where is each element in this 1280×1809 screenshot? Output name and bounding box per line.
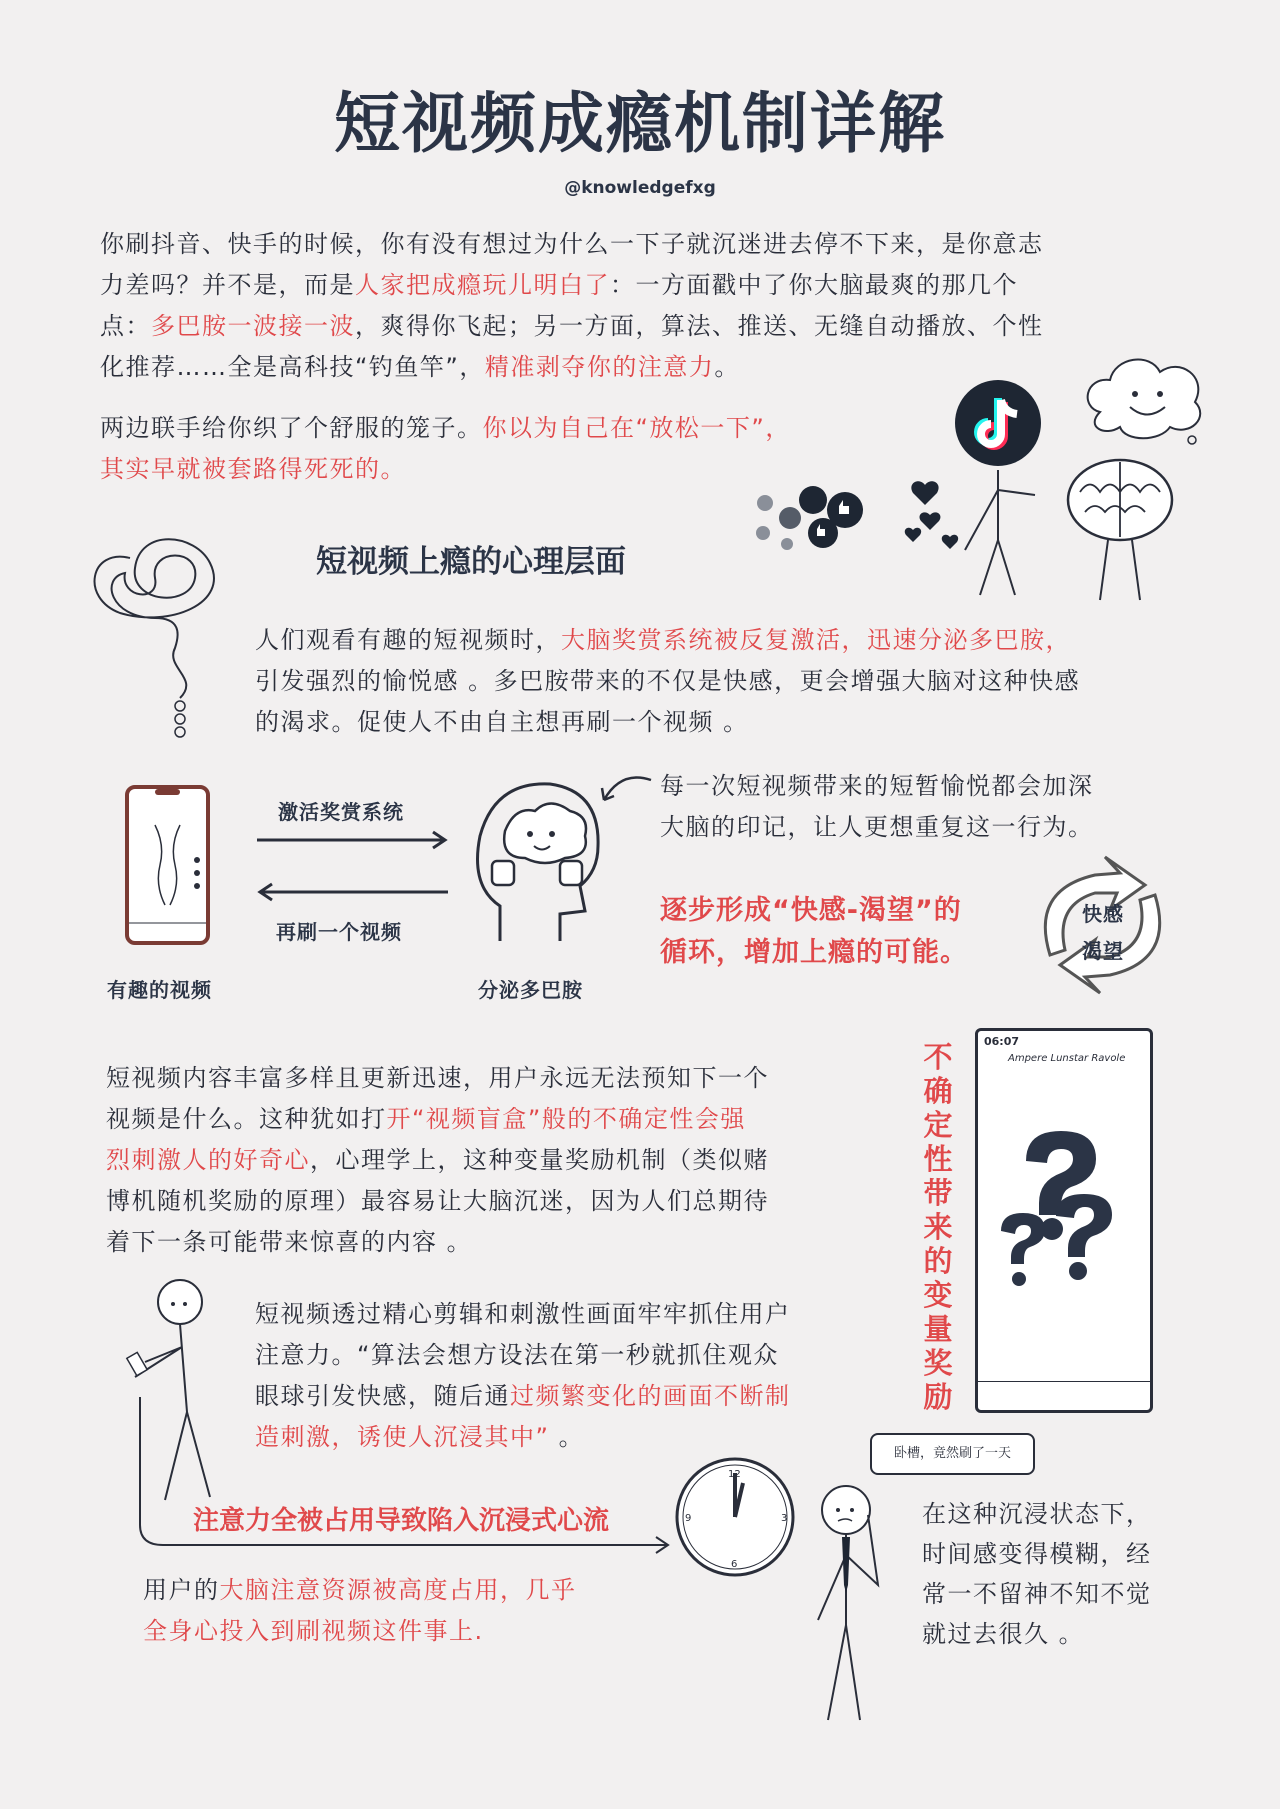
stickman-thinking-icon	[808, 1475, 898, 1725]
vertical-caption: 不确定性带来的变量奖励	[923, 1040, 953, 1414]
page-title: 短视频成瘾机制详解	[334, 85, 946, 162]
intro-line-1: 你刷抖音、快手的时候，你有没有想过为什么一下子就沉迷进去停不下来，是你意志	[100, 230, 1044, 258]
cloud-face-icon	[1080, 352, 1210, 452]
intro-line-2: 力差吗？并不是，而是人家把成瘾玩儿明白了：一方面戳中了你大脑最爽的那几个	[100, 271, 1018, 299]
section1-heading: 短视频上瘾的心理层面	[316, 544, 626, 580]
intro-line-4: 化推荐……全是高科技“钓鱼竿”，精准剥夺你的注意力。	[100, 353, 740, 381]
phone-label: 有趣的视频	[107, 978, 212, 1002]
svg-text:3: 3	[781, 1513, 788, 1524]
svg-text:6: 6	[731, 1559, 738, 1570]
phone-header: Ampere Lunstar Ravole	[1008, 1053, 1126, 1064]
section1-paragraph: 人们观看有趣的短视频时，大脑奖赏系统被反复激活，迅速分泌多巴胺， 引发强烈的愉悦感 。多巴胺带来的不仅是快感，更会增强大脑对这种快感 的渴求。促使人不由自主想再刷一个视频 。	[255, 626, 1081, 736]
arrow-right-icon	[255, 830, 450, 850]
like-bubbles-icon	[745, 478, 875, 558]
phone-icon	[125, 785, 210, 945]
section2-paragraph: 短视频内容丰富多样且更新迅速，用户永远无法预知下一个 视频是什么。这种犹如打开“视频盲盒”般的不确定性会强 烈刺激人的好奇心，心理学上，这种变量奖励机制（类似赌 博机随机奖励的原理）最容易让大脑沉迷，因为人们总期待 着下一条可能带来惊喜的内容 。	[106, 1064, 769, 1256]
svg-text:12: 12	[728, 1469, 741, 1480]
svg-text:9: 9	[685, 1513, 692, 1524]
hearts-icon	[905, 475, 965, 555]
brain-icon	[1060, 452, 1180, 602]
arrow-top-label: 激活奖赏系统	[278, 800, 404, 824]
clock-icon	[673, 1455, 798, 1580]
cage-paragraph: 两边联手给你织了个舒服的笼子。你以为自己在“放松一下”， 其实早就被套路得死死的。	[100, 414, 791, 483]
speech-bubble: 卧槽，竟然刷了一天	[870, 1433, 1035, 1475]
intro-paragraph	[100, 224, 1200, 388]
cycle-bottom-label: 渴望	[1082, 939, 1124, 963]
intro-line-3: 点：多巴胺一波接一波，爽得你飞起；另一方面，算法、推送、无缝自动播放、个性	[100, 312, 1044, 340]
cycle-top-label: 快感	[1082, 902, 1124, 926]
flow-heading: 注意力全被占用导致陷入沉浸式心流	[193, 1506, 610, 1536]
loop-text: 逐步形成“快感-渴望”的 循环，增加上瘾的可能。	[660, 895, 968, 968]
head-brain-icon	[470, 776, 610, 946]
diagram-note: 每一次短视频带来的短暂愉悦都会加深 大脑的印记，让人更想重复这一行为。	[660, 772, 1094, 841]
curved-arrow-icon	[596, 770, 656, 810]
scribble-icon	[80, 518, 250, 738]
arrow-bottom-label: 再刷一个视频	[276, 920, 402, 944]
section3-paragraph: 短视频透过精心剪辑和刺激性画面牢牢抓住用户 注意力。“算法会想方设法在第一秒就抓住观众 眼球引发快感，随后通过频繁变化的画面不断制 造刺激，诱使人沉浸其中” 。	[255, 1300, 791, 1451]
question-phone-icon	[975, 1028, 1153, 1413]
flow-paragraph: 用户的大脑注意资源被高度占用，几乎 全身心投入到刷视频这件事上.	[143, 1576, 577, 1645]
brain-label: 分泌多巴胺	[478, 978, 583, 1002]
stick-figure-tiktok	[960, 470, 1040, 600]
author-handle: @knowledgefxg	[564, 178, 716, 198]
arrow-left-icon	[255, 882, 450, 902]
tiktok-icon	[953, 378, 1043, 468]
phone-status-time: 06:07	[984, 1035, 1020, 1048]
time-paragraph: 在这种沉浸状态下， 时间感变得模糊，经 常一不留神不知不觉 就过去很久 。	[922, 1500, 1152, 1648]
